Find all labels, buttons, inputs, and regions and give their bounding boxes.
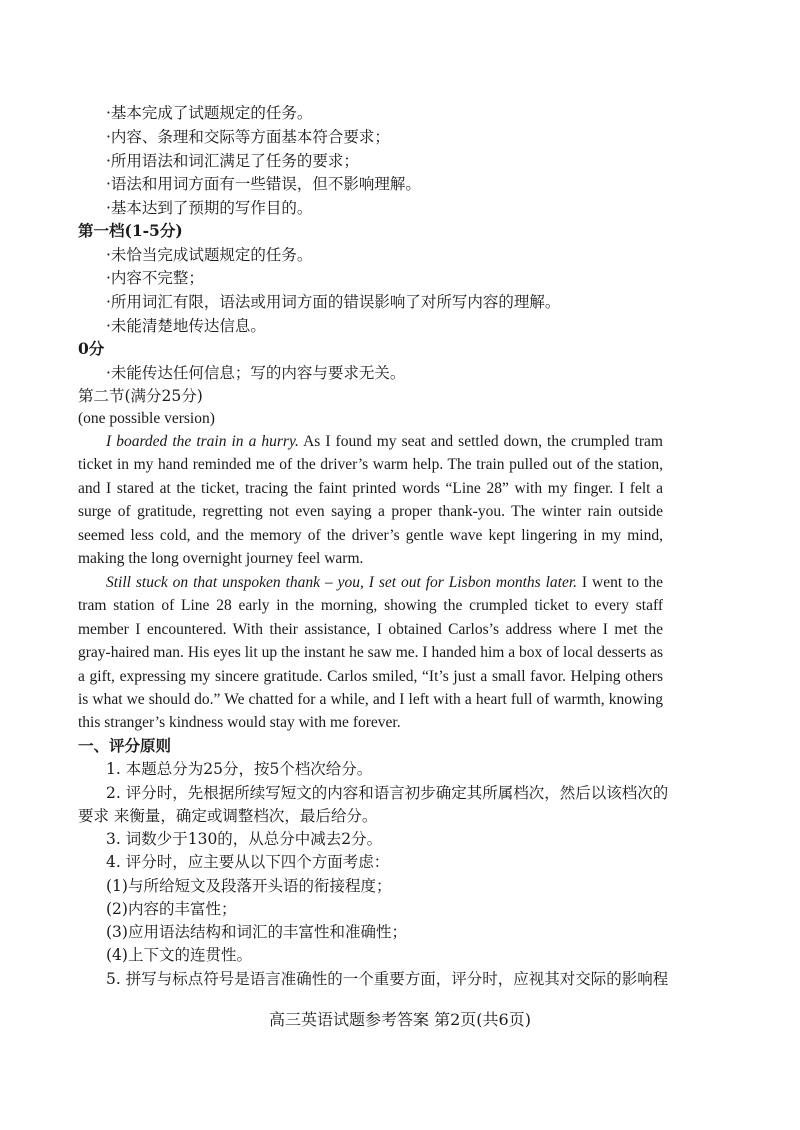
tier1-item: ·未能清楚地传达信息。 (106, 317, 266, 335)
paragraph-2-body: I went to the tram station of Line 28 early in the morning, showing the crumpled ticket to every staff member I encountered. With their assistance, I obtained Carlos’s address where I met the gray-haired man. His eyes lit up the instant he saw me. I handed him a box of local desserts as a gift, expressing my sincere gratitude. Carlos smiled, “It’s just a small favor. Helping others is what we should do.” We chatted for a while, and I left with a heart full of warmth, knowing this stranger’s kindness would stay with me forever. (78, 574, 663, 732)
tier1-item: ·内容不完整； (106, 269, 204, 287)
paragraph-1-body: As I found my seat and settled down, the crumpled tram ticket in my hand reminded me of the driver’s warm help. The train pulled out of the station, and I stared at the ticket, tracing the faint printed words “Line 28” with my finger. I felt a surge of gratitude, regretting not even saying a proper thank-you. The winter rain outside seemed less cold, and the memory of the driver’s gentle wave kept lingering in my mind, making the long overnight journey feel warm. (78, 433, 663, 568)
paragraph-2-opening: Still stuck on that unspoken thank – you, I set out for Lisbon months later. (106, 574, 578, 591)
paragraph-1-opening: I boarded the train in a hurry. (106, 433, 299, 450)
scoring-sub-item: (3)应用语法结构和词汇的丰富性和准确性； (106, 923, 407, 941)
tier1-heading: 第一档(1-5分) (78, 221, 183, 240)
tier1-item: ·未恰当完成试题规定的任务。 (106, 246, 313, 264)
tier2-item: ·基本达到了预期的写作目的。 (106, 199, 313, 217)
section2-version-label: (one possible version) (78, 410, 215, 427)
scoring-item-3: 3. 词数少于130的，从总分中减去2分。 (106, 830, 383, 848)
sample-essay-paragraph-1 (78, 430, 663, 570)
scoring-sub-item: (4)上下文的连贯性。 (106, 946, 252, 964)
scoring-heading: 一、评分原则 (78, 736, 172, 755)
scoring-item-1: 1. 本题总分为25分，按5个档次给分。 (106, 760, 373, 778)
tier1-item: ·所用词汇有限，语法或用词方面的错误影响了对所写内容的理解。 (106, 293, 561, 311)
tier2-item: ·基本完成了试题规定的任务。 (106, 104, 313, 122)
scoring-item-5: 5. 拼写与标点符号是语言准确性的一个重要方面，评分时，应视其对交际的影响程 (106, 970, 669, 988)
tier2-item: ·语法和用词方面有一些错误，但不影响理解。 (106, 175, 421, 193)
tier2-item: ·所用语法和词汇满足了任务的要求； (106, 152, 359, 170)
tier0-heading: 0分 (78, 339, 105, 358)
scoring-sub-item: (2)内容的丰富性； (106, 900, 237, 918)
tier2-item: ·内容、条理和交际等方面基本符合要求； (106, 128, 390, 146)
scoring-item-2-line1: 2. 评分时，先根据所续写短文的内容和语言初步确定其所属档次，然后以该档次的 (106, 784, 669, 802)
scoring-sub-item: (1)与所给短文及段落开头语的衔接程度； (106, 877, 392, 895)
section2-title: 第二节(满分25分) (78, 387, 203, 405)
page-footer: 高三英语试题参考答案 第2页(共6页) (269, 1010, 531, 1029)
scoring-item-2-line2: 要求 来衡量，确定或调整档次，最后给分。 (78, 807, 378, 825)
scoring-item-4: 4. 评分时，应主要从以下四个方面考虑： (106, 853, 390, 871)
sample-essay-paragraph-2 (78, 571, 663, 735)
tier0-item: ·未能传达任何信息；写的内容与要求无关。 (106, 364, 406, 382)
